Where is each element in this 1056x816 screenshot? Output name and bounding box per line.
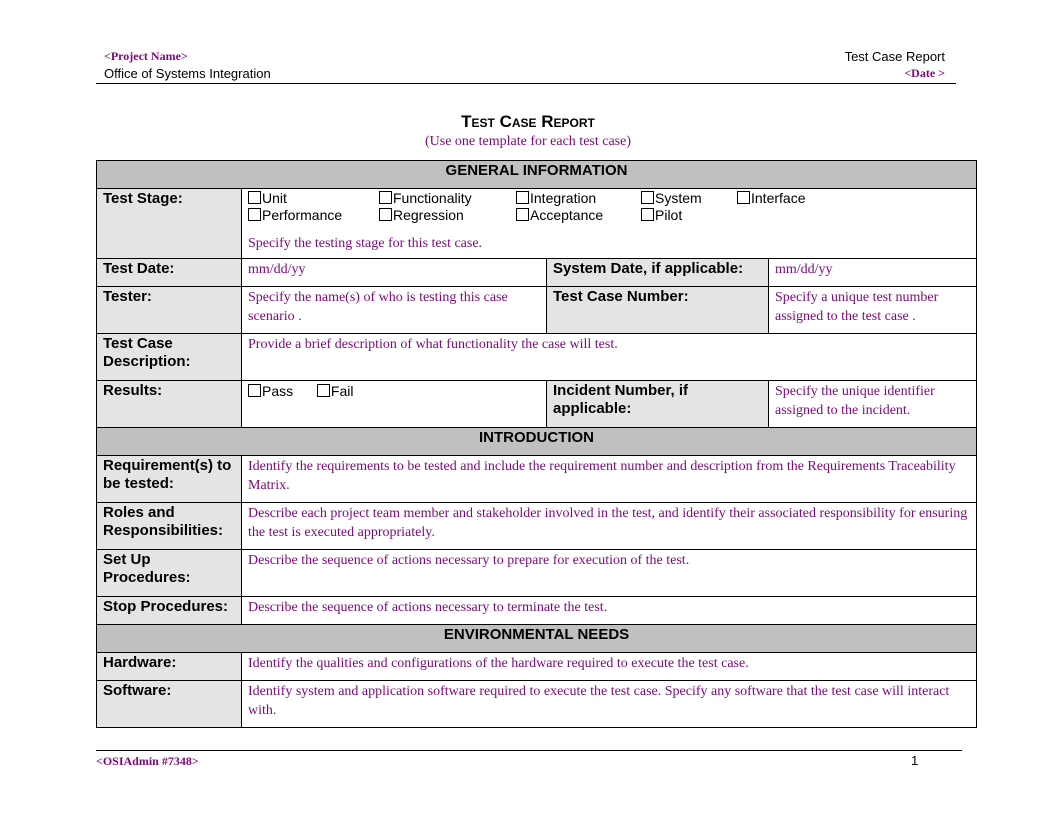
stage-option-pilot[interactable]: Pilot [641,207,737,224]
stage-option-interface[interactable]: Interface [737,190,827,207]
roles-field[interactable]: Describe each project team member and stakeholder involved in the test, and identify their associated responsibility for ensuring the test is executed appropriately. [242,503,977,550]
test-case-form [96,160,977,728]
section-general-information: GENERAL INFORMATION [97,161,977,189]
description-label: Test Case Description: [97,334,242,381]
stage-option-acceptance[interactable]: Acceptance [516,207,641,224]
checkbox-icon[interactable] [379,208,392,221]
incident-number-label: Incident Number, if applicable: [547,381,769,428]
stage-option-system[interactable]: System [641,190,737,207]
header-date: <Date > [904,66,945,80]
checkbox-icon[interactable] [641,208,654,221]
project-name: <Project Name> [104,49,188,63]
test-date-label: Test Date: [97,259,242,287]
test-case-number-label: Test Case Number: [547,287,769,334]
report-label: Test Case Report [844,49,945,64]
header-rule [96,83,956,84]
test-stage-options [248,190,970,224]
footer-rule [96,750,962,751]
software-field[interactable]: Identify system and application software required to execute the test case. Specify any software that the test case will interact with. [242,681,977,728]
footer-admin: <OSIAdmin #7348> [96,754,199,768]
stage-option-integration[interactable]: Integration [516,190,641,207]
page-number: 1 [911,753,919,768]
stage-option-functionality[interactable]: Functionality [379,190,516,207]
tester-field[interactable]: Specify the name(s) of who is testing this case scenario . [242,287,547,334]
test-stage-field [242,189,977,259]
checkbox-icon[interactable] [737,191,750,204]
checkbox-icon[interactable] [248,191,261,204]
system-date-label: System Date, if applicable: [547,259,769,287]
setup-field[interactable]: Describe the sequence of actions necessary to prepare for execution of the test. [242,550,977,597]
software-label: Software: [97,681,242,728]
section-introduction: INTRODUCTION [97,428,977,456]
result-option-fail[interactable]: Fail [317,383,354,399]
test-stage-note[interactable]: Specify the testing stage for this test case. [248,236,483,251]
hardware-label: Hardware: [97,653,242,681]
office-name: Office of Systems Integration [104,66,271,81]
description-field[interactable]: Provide a brief description of what functionality the case will test. [242,334,977,381]
checkbox-icon[interactable] [317,384,330,397]
page-subtitle: (Use one template for each test case) [424,134,631,149]
stop-label: Stop Procedures: [97,597,242,625]
checkbox-icon[interactable] [248,384,261,397]
roles-label: Roles and Responsibilities: [97,503,242,550]
test-stage-label: Test Stage: [97,189,242,259]
test-date-field[interactable]: mm/dd/yy [242,259,547,287]
stage-option-unit[interactable]: Unit [248,190,379,207]
setup-label: Set Up Procedures: [97,550,242,597]
test-case-number-field[interactable]: Specify a unique test number assigned to the test case . [769,287,977,334]
hardware-field[interactable]: Identify the qualities and configurations of the hardware required to execute the test case. [242,653,977,681]
requirements-label: Requirement(s) to be tested: [97,456,242,503]
results-label: Results: [97,381,242,428]
incident-number-field[interactable]: Specify the unique identifier assigned to the incident. [769,381,977,428]
section-environmental-needs: ENVIRONMENTAL NEEDS [97,625,977,653]
requirements-field[interactable]: Identify the requirements to be tested and include the requirement number and description from the Requirements Traceability Matrix. [242,456,977,503]
checkbox-icon[interactable] [641,191,654,204]
stop-field[interactable]: Describe the sequence of actions necessary to terminate the test. [242,597,977,625]
page-title: Test Case Report [461,112,595,131]
result-option-pass[interactable]: Pass [248,383,293,399]
tester-label: Tester: [97,287,242,334]
checkbox-icon[interactable] [516,191,529,204]
system-date-field[interactable]: mm/dd/yy [769,259,977,287]
checkbox-icon[interactable] [379,191,392,204]
stage-option-regression[interactable]: Regression [379,207,516,224]
results-field [242,381,547,428]
checkbox-icon[interactable] [248,208,261,221]
checkbox-icon[interactable] [516,208,529,221]
stage-option-performance[interactable]: Performance [248,207,379,224]
